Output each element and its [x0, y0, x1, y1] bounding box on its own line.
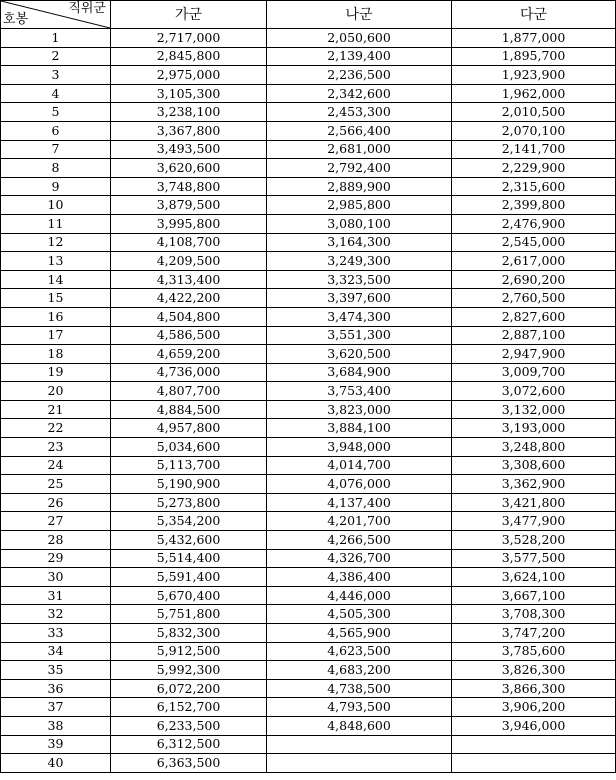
da-value-cell: 3,072,600 [452, 382, 616, 401]
ga-value-cell: 4,504,800 [111, 307, 267, 326]
table-row [1, 698, 616, 717]
table-row [1, 493, 616, 512]
da-value-cell: 3,528,200 [452, 531, 616, 550]
table-row [1, 270, 616, 289]
step-cell: 15 [1, 289, 111, 308]
step-cell: 4 [1, 84, 111, 103]
na-value-cell: 4,014,700 [267, 456, 452, 475]
na-value-cell: 3,397,600 [267, 289, 452, 308]
ga-value-cell: 4,736,000 [111, 363, 267, 382]
da-value-cell: 3,421,800 [452, 493, 616, 512]
na-value-cell: 4,793,500 [267, 698, 452, 717]
da-value-cell: 3,132,000 [452, 400, 616, 419]
ga-value-cell: 2,975,000 [111, 66, 267, 85]
na-value-cell: 2,566,400 [267, 121, 452, 140]
ga-value-cell: 4,957,800 [111, 419, 267, 438]
na-value-cell: 3,684,900 [267, 363, 452, 382]
corner-header-cell [1, 1, 111, 29]
na-value-cell: 4,137,400 [267, 493, 452, 512]
na-value-cell: 3,474,300 [267, 307, 452, 326]
step-cell: 22 [1, 419, 111, 438]
na-value-cell: 3,080,100 [267, 214, 452, 233]
da-value-cell: 3,708,300 [452, 605, 616, 624]
step-cell: 2 [1, 47, 111, 66]
da-value-cell: 3,826,300 [452, 661, 616, 680]
step-cell: 14 [1, 270, 111, 289]
da-value-cell: 3,866,300 [452, 679, 616, 698]
ga-value-cell: 5,591,400 [111, 568, 267, 587]
na-value-cell: 4,505,300 [267, 605, 452, 624]
na-value-cell: 4,683,200 [267, 661, 452, 680]
na-value-cell: 2,139,400 [267, 47, 452, 66]
da-value-cell: 1,962,000 [452, 84, 616, 103]
ga-value-cell: 4,884,500 [111, 400, 267, 419]
step-cell: 26 [1, 493, 111, 512]
ga-value-cell: 4,209,500 [111, 252, 267, 271]
table-row [1, 400, 616, 419]
step-cell: 1 [1, 29, 111, 48]
na-value-cell: 3,884,100 [267, 419, 452, 438]
da-value-cell: 2,545,000 [452, 233, 616, 252]
table-row [1, 754, 616, 773]
da-value-cell: 2,476,900 [452, 214, 616, 233]
ga-value-cell: 3,238,100 [111, 103, 267, 122]
na-value-cell: 2,453,300 [267, 103, 452, 122]
ga-value-cell: 4,422,200 [111, 289, 267, 308]
step-cell: 29 [1, 549, 111, 568]
step-cell: 9 [1, 177, 111, 196]
step-cell: 19 [1, 363, 111, 382]
table-row [1, 121, 616, 140]
na-value-cell: 4,386,400 [267, 568, 452, 587]
da-value-cell: 2,617,000 [452, 252, 616, 271]
table-row [1, 326, 616, 345]
step-cell: 40 [1, 754, 111, 773]
step-cell: 32 [1, 605, 111, 624]
da-value-cell: 2,947,900 [452, 345, 616, 364]
ga-value-cell: 6,152,700 [111, 698, 267, 717]
ga-value-cell: 4,659,200 [111, 345, 267, 364]
na-value-cell: 2,681,000 [267, 140, 452, 159]
step-cell: 5 [1, 103, 111, 122]
da-value-cell: 3,946,000 [452, 716, 616, 735]
ga-value-cell: 6,312,500 [111, 735, 267, 754]
table-row [1, 475, 616, 494]
na-value-cell: 2,889,900 [267, 177, 452, 196]
ga-value-cell: 4,313,400 [111, 270, 267, 289]
ga-value-cell: 4,807,700 [111, 382, 267, 401]
table-row [1, 233, 616, 252]
na-value-cell: 3,249,300 [267, 252, 452, 271]
na-value-cell: 4,565,900 [267, 624, 452, 643]
da-value-cell: 3,308,600 [452, 456, 616, 475]
table-row [1, 345, 616, 364]
na-value-cell: 4,623,500 [267, 642, 452, 661]
da-value-cell: 3,009,700 [452, 363, 616, 382]
table-body [1, 29, 616, 773]
da-value-cell: 3,624,100 [452, 568, 616, 587]
table-row [1, 47, 616, 66]
table-row [1, 512, 616, 531]
na-value-cell: 4,848,600 [267, 716, 452, 735]
step-cell: 38 [1, 716, 111, 735]
step-cell: 36 [1, 679, 111, 698]
ga-value-cell: 3,105,300 [111, 84, 267, 103]
table-row [1, 84, 616, 103]
ga-value-cell: 4,108,700 [111, 233, 267, 252]
da-value-cell: 3,577,500 [452, 549, 616, 568]
na-value-cell: 2,236,500 [267, 66, 452, 85]
da-value-cell: 2,690,200 [452, 270, 616, 289]
na-value-cell: 2,792,400 [267, 159, 452, 178]
ga-value-cell: 6,072,200 [111, 679, 267, 698]
ga-value-cell: 3,995,800 [111, 214, 267, 233]
ga-value-cell: 3,367,800 [111, 121, 267, 140]
step-cell: 10 [1, 196, 111, 215]
da-value-cell: 3,193,000 [452, 419, 616, 438]
step-cell: 7 [1, 140, 111, 159]
table-row [1, 642, 616, 661]
table-row [1, 363, 616, 382]
da-value-cell: 1,877,000 [452, 29, 616, 48]
step-cell: 33 [1, 624, 111, 643]
na-value-cell [267, 754, 452, 773]
table-row [1, 531, 616, 550]
ga-value-cell: 6,233,500 [111, 716, 267, 735]
ga-value-cell: 5,432,600 [111, 531, 267, 550]
table-row [1, 549, 616, 568]
da-value-cell: 2,760,500 [452, 289, 616, 308]
table-row [1, 382, 616, 401]
table-row [1, 252, 616, 271]
ga-value-cell: 3,493,500 [111, 140, 267, 159]
ga-value-cell: 5,113,700 [111, 456, 267, 475]
ga-value-cell: 5,354,200 [111, 512, 267, 531]
na-value-cell: 2,985,800 [267, 196, 452, 215]
step-cell: 6 [1, 121, 111, 140]
step-cell: 17 [1, 326, 111, 345]
da-value-cell: 1,923,900 [452, 66, 616, 85]
step-cell: 12 [1, 233, 111, 252]
na-value-cell: 4,738,500 [267, 679, 452, 698]
table-row [1, 456, 616, 475]
step-cell: 8 [1, 159, 111, 178]
header-row [1, 1, 616, 29]
na-value-cell: 4,201,700 [267, 512, 452, 531]
da-value-cell: 1,895,700 [452, 47, 616, 66]
da-value-cell: 3,248,800 [452, 438, 616, 457]
da-value-cell: 2,399,800 [452, 196, 616, 215]
table-row [1, 196, 616, 215]
na-value-cell: 3,753,400 [267, 382, 452, 401]
ga-value-cell: 5,514,400 [111, 549, 267, 568]
table-row [1, 214, 616, 233]
da-value-cell: 3,747,200 [452, 624, 616, 643]
column-header-na: 나군 [267, 1, 452, 29]
na-value-cell [267, 735, 452, 754]
table-row [1, 307, 616, 326]
da-value-cell: 3,785,600 [452, 642, 616, 661]
ga-value-cell: 3,879,500 [111, 196, 267, 215]
ga-value-cell: 6,363,500 [111, 754, 267, 773]
table-row [1, 140, 616, 159]
ga-value-cell: 5,992,300 [111, 661, 267, 680]
na-value-cell: 3,164,300 [267, 233, 452, 252]
step-cell: 39 [1, 735, 111, 754]
na-value-cell: 3,620,500 [267, 345, 452, 364]
table-row [1, 177, 616, 196]
table-row [1, 29, 616, 48]
step-cell: 23 [1, 438, 111, 457]
da-value-cell: 2,315,600 [452, 177, 616, 196]
step-cell: 18 [1, 345, 111, 364]
table-row [1, 661, 616, 680]
table-row [1, 289, 616, 308]
step-cell: 16 [1, 307, 111, 326]
ga-value-cell: 5,670,400 [111, 586, 267, 605]
table-row [1, 624, 616, 643]
ga-value-cell: 5,190,900 [111, 475, 267, 494]
ga-value-cell: 3,620,600 [111, 159, 267, 178]
da-value-cell: 2,010,500 [452, 103, 616, 122]
na-value-cell: 4,326,700 [267, 549, 452, 568]
da-value-cell: 3,477,900 [452, 512, 616, 531]
step-cell: 11 [1, 214, 111, 233]
ga-value-cell: 5,273,800 [111, 493, 267, 512]
table-row [1, 586, 616, 605]
ga-value-cell: 5,832,300 [111, 624, 267, 643]
step-cell: 3 [1, 66, 111, 85]
table-row [1, 735, 616, 754]
step-cell: 31 [1, 586, 111, 605]
da-value-cell: 3,906,200 [452, 698, 616, 717]
na-value-cell: 2,342,600 [267, 84, 452, 103]
da-value-cell [452, 735, 616, 754]
na-value-cell: 4,446,000 [267, 586, 452, 605]
column-header-da: 다군 [452, 1, 616, 29]
ga-value-cell: 3,748,800 [111, 177, 267, 196]
ga-value-cell: 2,717,000 [111, 29, 267, 48]
step-label: 호봉 [3, 12, 29, 27]
table-row [1, 103, 616, 122]
table-row [1, 438, 616, 457]
table-row [1, 66, 616, 85]
ga-value-cell: 5,034,600 [111, 438, 267, 457]
step-cell: 21 [1, 400, 111, 419]
table-row [1, 159, 616, 178]
step-cell: 13 [1, 252, 111, 271]
position-group-label: 직위군 [68, 1, 106, 16]
na-value-cell: 3,823,000 [267, 400, 452, 419]
na-value-cell: 2,050,600 [267, 29, 452, 48]
na-value-cell: 3,948,000 [267, 438, 452, 457]
da-value-cell: 2,827,600 [452, 307, 616, 326]
na-value-cell: 3,323,500 [267, 270, 452, 289]
step-cell: 30 [1, 568, 111, 587]
table-row [1, 419, 616, 438]
step-cell: 24 [1, 456, 111, 475]
step-cell: 35 [1, 661, 111, 680]
ga-value-cell: 2,845,800 [111, 47, 267, 66]
step-cell: 25 [1, 475, 111, 494]
da-value-cell: 2,070,100 [452, 121, 616, 140]
da-value-cell: 2,141,700 [452, 140, 616, 159]
column-header-ga: 가군 [111, 1, 267, 29]
step-cell: 28 [1, 531, 111, 550]
table-row [1, 716, 616, 735]
da-value-cell: 3,667,100 [452, 586, 616, 605]
na-value-cell: 3,551,300 [267, 326, 452, 345]
ga-value-cell: 5,751,800 [111, 605, 267, 624]
na-value-cell: 4,076,000 [267, 475, 452, 494]
table-row [1, 605, 616, 624]
step-cell: 20 [1, 382, 111, 401]
da-value-cell: 3,362,900 [452, 475, 616, 494]
ga-value-cell: 5,912,500 [111, 642, 267, 661]
table-row [1, 679, 616, 698]
step-cell: 27 [1, 512, 111, 531]
da-value-cell: 2,887,100 [452, 326, 616, 345]
ga-value-cell: 4,586,500 [111, 326, 267, 345]
na-value-cell: 4,266,500 [267, 531, 452, 550]
table-row [1, 568, 616, 587]
da-value-cell [452, 754, 616, 773]
step-cell: 34 [1, 642, 111, 661]
da-value-cell: 2,229,900 [452, 159, 616, 178]
step-cell: 37 [1, 698, 111, 717]
